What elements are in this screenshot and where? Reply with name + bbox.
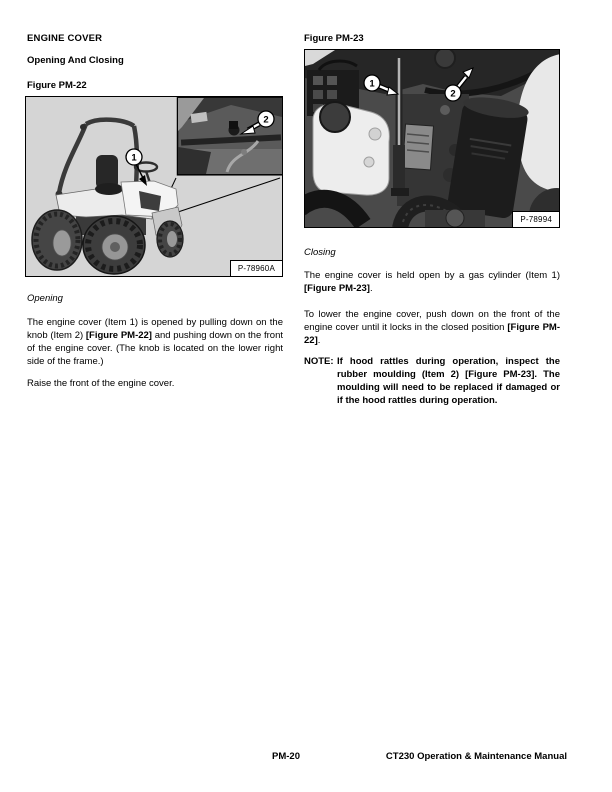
closing-heading: Closing [304,247,336,258]
raise-cover-paragraph: Raise the front of the engine cover. [27,378,175,389]
paragraph-text: . [317,335,321,346]
paragraph-text: The engine cover is held open by a gas cylinder (Item 1) [304,270,560,281]
paragraph-text: and pushing down on the front of the engine cover. (The knob is located on the lower right side of the frame.) [27,330,283,367]
opening-paragraph [27,316,283,368]
figure-pm22-illustration [25,96,283,277]
closing-paragraph-1 [304,269,560,295]
figure-pm23-photo [304,49,560,228]
svg-text:2: 2 [450,88,456,100]
svg-text:1: 1 [131,152,137,164]
subsection-title: Opening And Closing [27,55,124,66]
rops-bar [59,124,86,193]
knob-inset-photo [178,98,284,175]
callout-2-badge [258,111,274,127]
note-label: NOTE: [304,356,334,367]
note-block [304,355,560,407]
tractor-drawing [32,120,183,274]
svg-text:2: 2 [263,114,269,126]
section-title: ENGINE COVER [27,33,103,44]
right-column [304,33,560,407]
manual-title: CT230 Operation & Maintenance Manual [385,751,567,762]
figure-pm23-label: Figure PM-23 [304,33,364,44]
figure-pm22-label: Figure PM-22 [27,80,87,91]
radiator-cap [435,50,455,68]
paragraph-text: The engine cover (Item 1) is opened by pulling down on the knob (Item 2) [27,317,283,341]
page-number: PM-20 [272,751,300,762]
figure-reference: [Figure PM-22] [304,322,560,346]
closing-paragraph-2 [304,308,560,347]
paragraph-text: To lower the engine cover, push down on the front of the engine cover until it locks in the closed position [304,309,560,333]
note-text: If hood rattles during operation, inspect the rubber moulding (Item 2) [Figure PM-23]. The moulding will need to be replaced if damaged or if the hood rattles during operation. [337,356,560,406]
paragraph-text: . [369,283,373,294]
inset-pointer-line [163,178,280,217]
engine-compartment-photo [305,50,560,228]
photo-id-label: P-78994 [512,211,560,228]
reservoir-cap [320,102,350,132]
photo-id-label: P-78960A [230,260,283,277]
opening-heading: Opening [27,293,63,304]
figure-reference: [Figure PM-23] [304,283,370,294]
reservoir-bottle [313,102,389,195]
svg-text:1: 1 [369,78,375,90]
figure-reference: [Figure PM-22] [85,330,152,341]
tractor-line-drawing [26,97,283,277]
serial-plate [402,124,433,170]
left-column [27,33,283,399]
